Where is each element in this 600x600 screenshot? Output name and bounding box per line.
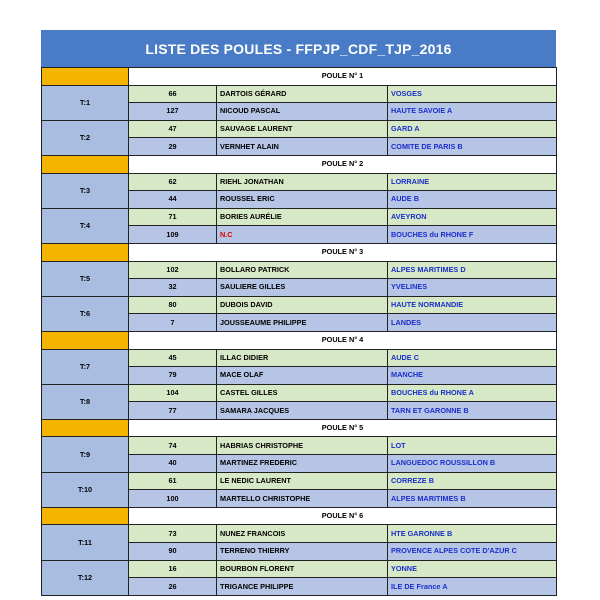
poule-marker [42, 243, 129, 261]
player-department: YVELINES [388, 279, 557, 297]
poule-marker [42, 68, 129, 86]
player-row [42, 85, 557, 103]
player-name: NUNEZ FRANCOIS [217, 525, 388, 543]
player-row [42, 261, 557, 279]
player-number: 7 [129, 314, 217, 332]
player-row [42, 173, 557, 191]
poule-title: POULE N° 3 [129, 243, 557, 261]
team-label: T:8 [42, 384, 129, 419]
poules-table [41, 67, 557, 596]
team-label: T:12 [42, 560, 129, 595]
player-department: BOUCHES du RHONE A [388, 384, 557, 402]
poule-title: POULE N° 1 [129, 68, 557, 86]
player-department: LOT [388, 437, 557, 455]
player-department: TARN ET GARONNE B [388, 402, 557, 420]
player-name: TRIGANCE PHILIPPE [217, 578, 388, 596]
player-name: RIEHL JONATHAN [217, 173, 388, 191]
player-name: SAMARA JACQUES [217, 402, 388, 420]
player-row [42, 384, 557, 402]
player-name: VERNHET ALAIN [217, 138, 388, 156]
player-number: 62 [129, 173, 217, 191]
page-title: LISTE DES POULES - FFPJP_CDF_TJP_2016 [41, 30, 556, 67]
poule-header-row [42, 419, 557, 437]
player-row [42, 472, 557, 490]
poule-marker [42, 331, 129, 349]
player-row [42, 120, 557, 138]
player-number: 71 [129, 208, 217, 226]
player-number: 47 [129, 120, 217, 138]
player-row [42, 437, 557, 455]
player-number: 73 [129, 525, 217, 543]
player-row [42, 349, 557, 367]
team-label: T:6 [42, 296, 129, 331]
team-label: T:11 [42, 525, 129, 560]
poule-title: POULE N° 4 [129, 331, 557, 349]
player-number: 40 [129, 455, 217, 473]
player-department: LANDES [388, 314, 557, 332]
team-label: T:10 [42, 472, 129, 507]
player-department: ALPES MARITIMES D [388, 261, 557, 279]
player-row [42, 525, 557, 543]
poule-marker [42, 507, 129, 525]
team-label: T:9 [42, 437, 129, 472]
player-department: HAUTE NORMANDIE [388, 296, 557, 314]
team-label: T:2 [42, 120, 129, 155]
player-name: ILLAC DIDIER [217, 349, 388, 367]
player-name: CASTEL GILLES [217, 384, 388, 402]
player-number: 90 [129, 543, 217, 561]
poule-header-row [42, 68, 557, 86]
player-name: NICOUD PASCAL [217, 103, 388, 121]
player-department: MANCHE [388, 367, 557, 385]
player-row [42, 296, 557, 314]
player-department: PROVENCE ALPES COTE D'AZUR C [388, 543, 557, 561]
player-name: SAUVAGE LAURENT [217, 120, 388, 138]
player-department: COMITE DE PARIS B [388, 138, 557, 156]
team-label: T:4 [42, 208, 129, 243]
player-number: 80 [129, 296, 217, 314]
team-label: T:7 [42, 349, 129, 384]
player-row [42, 560, 557, 578]
poule-title: POULE N° 5 [129, 419, 557, 437]
player-department: LORRAINE [388, 173, 557, 191]
player-number: 104 [129, 384, 217, 402]
player-department: GARD A [388, 120, 557, 138]
player-number: 77 [129, 402, 217, 420]
player-department: AUDE B [388, 191, 557, 209]
player-department: AUDE C [388, 349, 557, 367]
player-department: AVEYRON [388, 208, 557, 226]
player-name: SAULIERE GILLES [217, 279, 388, 297]
player-row [42, 208, 557, 226]
player-department: BOUCHES du RHONE F [388, 226, 557, 244]
player-number: 66 [129, 85, 217, 103]
poule-header-row [42, 331, 557, 349]
player-number: 79 [129, 367, 217, 385]
player-department: HTE GARONNE B [388, 525, 557, 543]
poule-title: POULE N° 6 [129, 507, 557, 525]
player-name: HABRIAS CHRISTOPHE [217, 437, 388, 455]
player-department: YONNE [388, 560, 557, 578]
player-name: ROUSSEL ERIC [217, 191, 388, 209]
team-label: T:5 [42, 261, 129, 296]
player-number: 44 [129, 191, 217, 209]
poule-header-row [42, 507, 557, 525]
player-name: BOLLARO PATRICK [217, 261, 388, 279]
player-number: 127 [129, 103, 217, 121]
player-name: JOUSSEAUME PHILIPPE [217, 314, 388, 332]
player-number: 61 [129, 472, 217, 490]
team-label: T:3 [42, 173, 129, 208]
player-name: DUBOIS DAVID [217, 296, 388, 314]
player-number: 100 [129, 490, 217, 508]
poule-marker [42, 419, 129, 437]
poule-marker [42, 155, 129, 173]
player-department: LANGUEDOC ROUSSILLON B [388, 455, 557, 473]
player-department: CORREZE B [388, 472, 557, 490]
team-label: T:1 [42, 85, 129, 120]
player-number: 74 [129, 437, 217, 455]
player-name: MARTINEZ FREDERIC [217, 455, 388, 473]
player-name: BORIES AURÉLIE [217, 208, 388, 226]
player-department: HAUTE SAVOIE A [388, 103, 557, 121]
player-department: VOSGES [388, 85, 557, 103]
player-name: MACE OLAF [217, 367, 388, 385]
player-name: DARTOIS GÉRARD [217, 85, 388, 103]
player-department: ALPES MARITIMES B [388, 490, 557, 508]
poule-title: POULE N° 2 [129, 155, 557, 173]
player-name: LE NEDIC LAURENT [217, 472, 388, 490]
player-name: MARTELLO CHRISTOPHE [217, 490, 388, 508]
player-name: BOURBON FLORENT [217, 560, 388, 578]
player-name: N.C [217, 226, 388, 244]
player-number: 26 [129, 578, 217, 596]
poule-header-row [42, 243, 557, 261]
player-number: 109 [129, 226, 217, 244]
player-number: 29 [129, 138, 217, 156]
player-number: 16 [129, 560, 217, 578]
player-department: ILE DE France A [388, 578, 557, 596]
poule-header-row [42, 155, 557, 173]
player-name: TERRENO THIERRY [217, 543, 388, 561]
player-number: 102 [129, 261, 217, 279]
player-number: 32 [129, 279, 217, 297]
player-number: 45 [129, 349, 217, 367]
